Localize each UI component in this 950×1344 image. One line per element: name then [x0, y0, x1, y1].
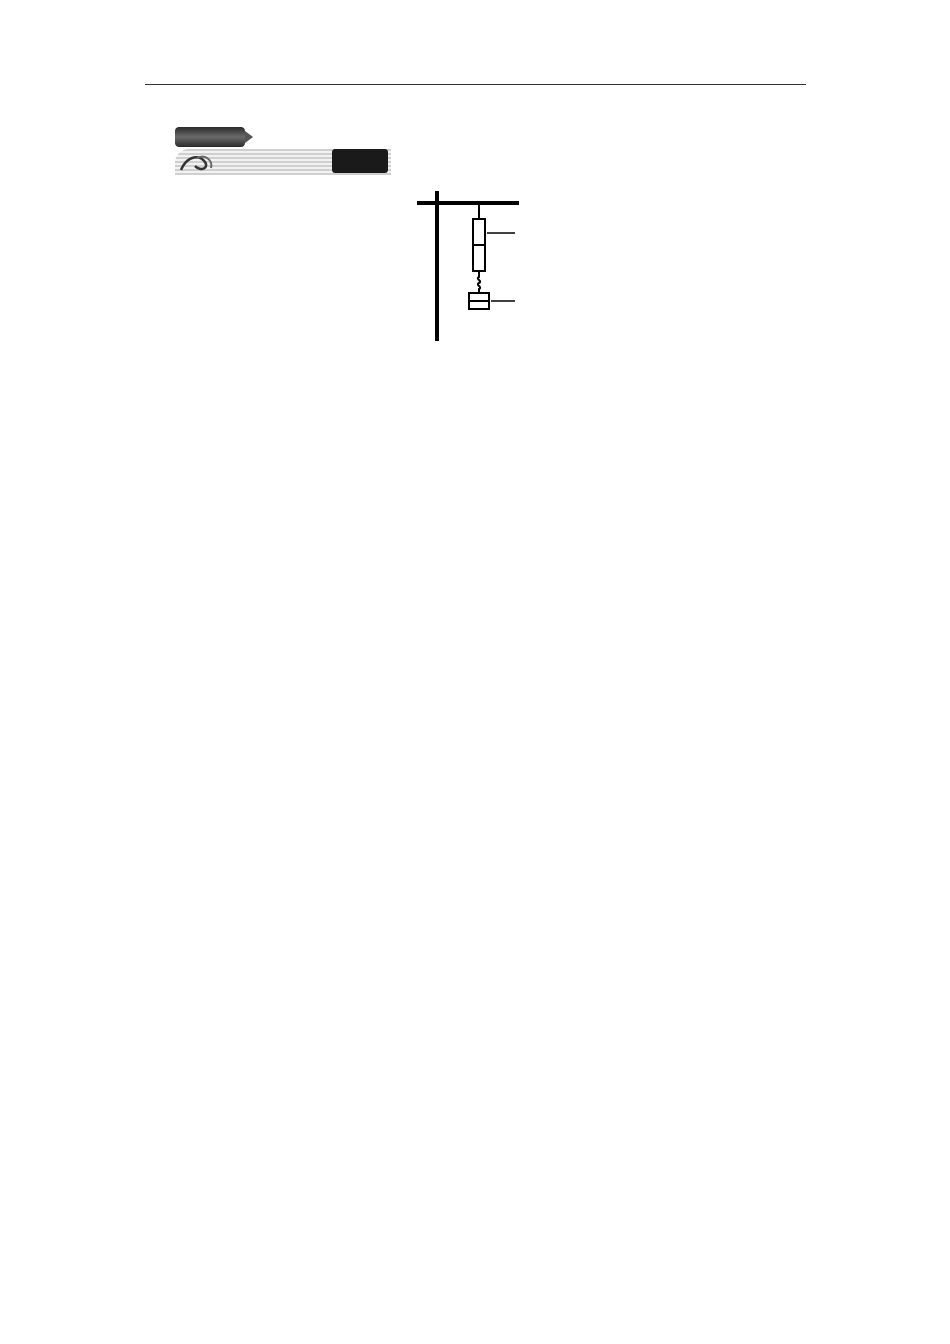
header-rule [145, 84, 806, 85]
banner-tag [332, 149, 388, 173]
lead-cylinder-diagram [407, 191, 607, 341]
weight-upper [469, 293, 489, 301]
choices-row-1 [145, 351, 807, 370]
choices-row-2 [145, 370, 807, 389]
section-banner [145, 149, 807, 189]
tip-callout [145, 125, 807, 151]
weight-lower [469, 301, 489, 309]
page-content [145, 124, 807, 388]
banner-swirl-icon [179, 152, 215, 174]
tip-badge [175, 127, 245, 147]
lead-cylinder-lower [473, 245, 485, 271]
lead-cylinder-figure [145, 191, 807, 341]
lead-cylinder-upper [473, 219, 485, 245]
hook [478, 271, 480, 293]
